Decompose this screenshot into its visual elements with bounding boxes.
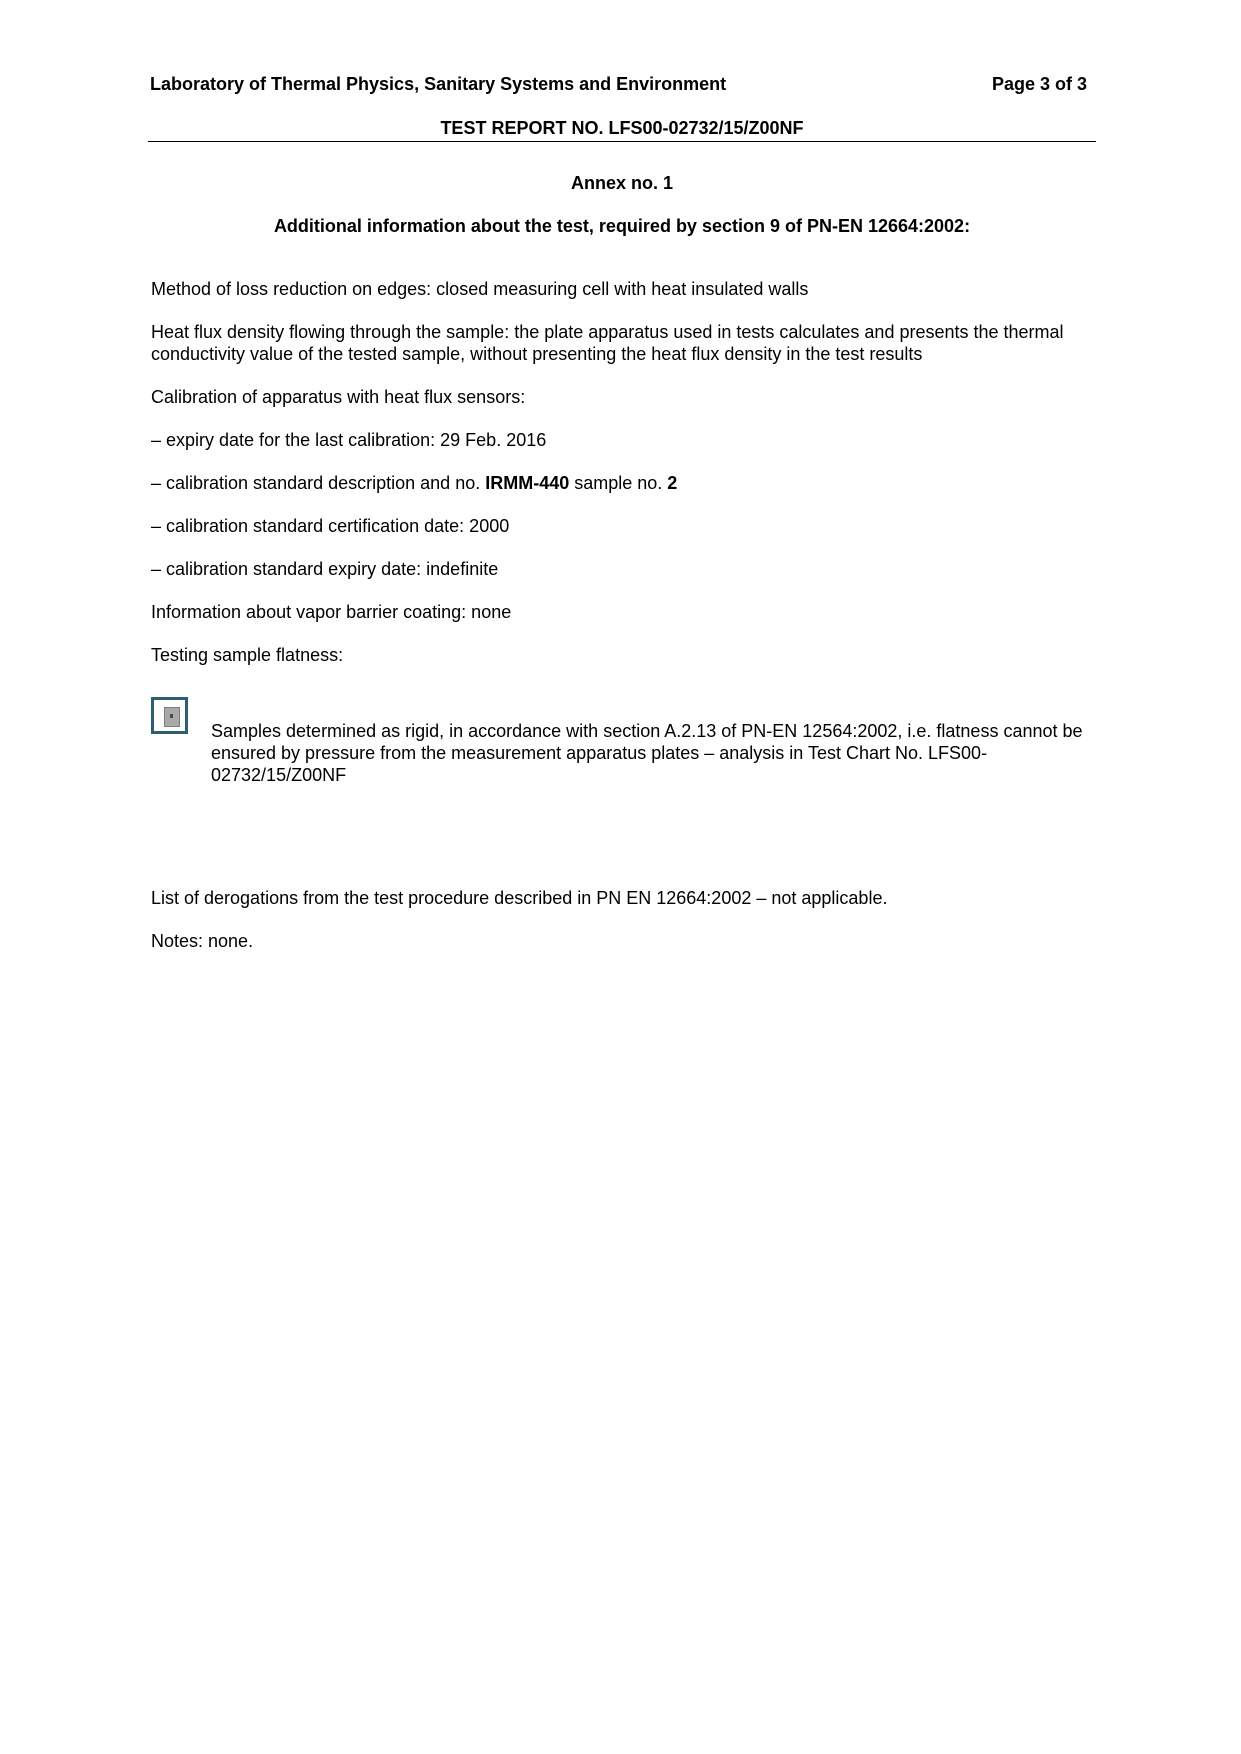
calibration-heading: Calibration of apparatus with heat flux sensors: [151, 387, 526, 407]
laboratory-name: Laboratory of Thermal Physics, Sanitary Systems and Environment [150, 74, 727, 94]
standard-id: IRMM-440 [485, 473, 570, 493]
header-divider [148, 141, 1096, 142]
standard-description-prefix: – calibration standard description and no. [151, 473, 486, 493]
check-mark-icon [170, 714, 173, 718]
loss-reduction-text: Method of loss reduction on edges: closed measuring cell with heat insulated walls [151, 279, 809, 299]
annex-subtitle: Additional information about the test, required by section 9 of PN-EN 12664:2002: [273, 216, 971, 236]
page-number: Page 3 of 3 [992, 74, 1088, 94]
vapor-barrier-text: Information about vapor barrier coating: none [151, 602, 512, 622]
notes-text: Notes: none. [151, 931, 254, 951]
flatness-description: Samples determined as rigid, in accordance with section A.2.13 of PN-EN 12564:2002, i.e. flatness cannot be ensured by pressure from the measurement apparatus plates – analysis in Test Chart No. LFS00-02732/15/Z00NF [211, 721, 1083, 785]
calibration-standard-description [151, 472, 1081, 494]
flatness-checkbox[interactable] [151, 697, 188, 734]
flatness-heading: Testing sample flatness: [151, 645, 344, 665]
expiry-last-calibration: – expiry date for the last calibration: 29 Feb. 2016 [151, 430, 547, 450]
certification-date: – calibration standard certification date: 2000 [151, 516, 510, 536]
standard-expiry-date: – calibration standard expiry date: indefinite [151, 559, 499, 579]
report-number: TEST REPORT NO. LFS00-02732/15/Z00NF [440, 118, 804, 138]
heat-flux-text: Heat flux density flowing through the sample: the plate apparatus used in tests calculates and presents the thermal conductivity value of the tested sample, without presenting the heat flux density in the test results [151, 322, 1064, 364]
standard-description-middle: sample no. [569, 473, 668, 493]
annex-title: Annex no. 1 [570, 173, 673, 193]
checkbox-fill [164, 707, 180, 727]
sample-number: 2 [667, 473, 678, 493]
derogations-text: List of derogations from the test procedure described in PN EN 12664:2002 – not applicable. [151, 888, 888, 908]
